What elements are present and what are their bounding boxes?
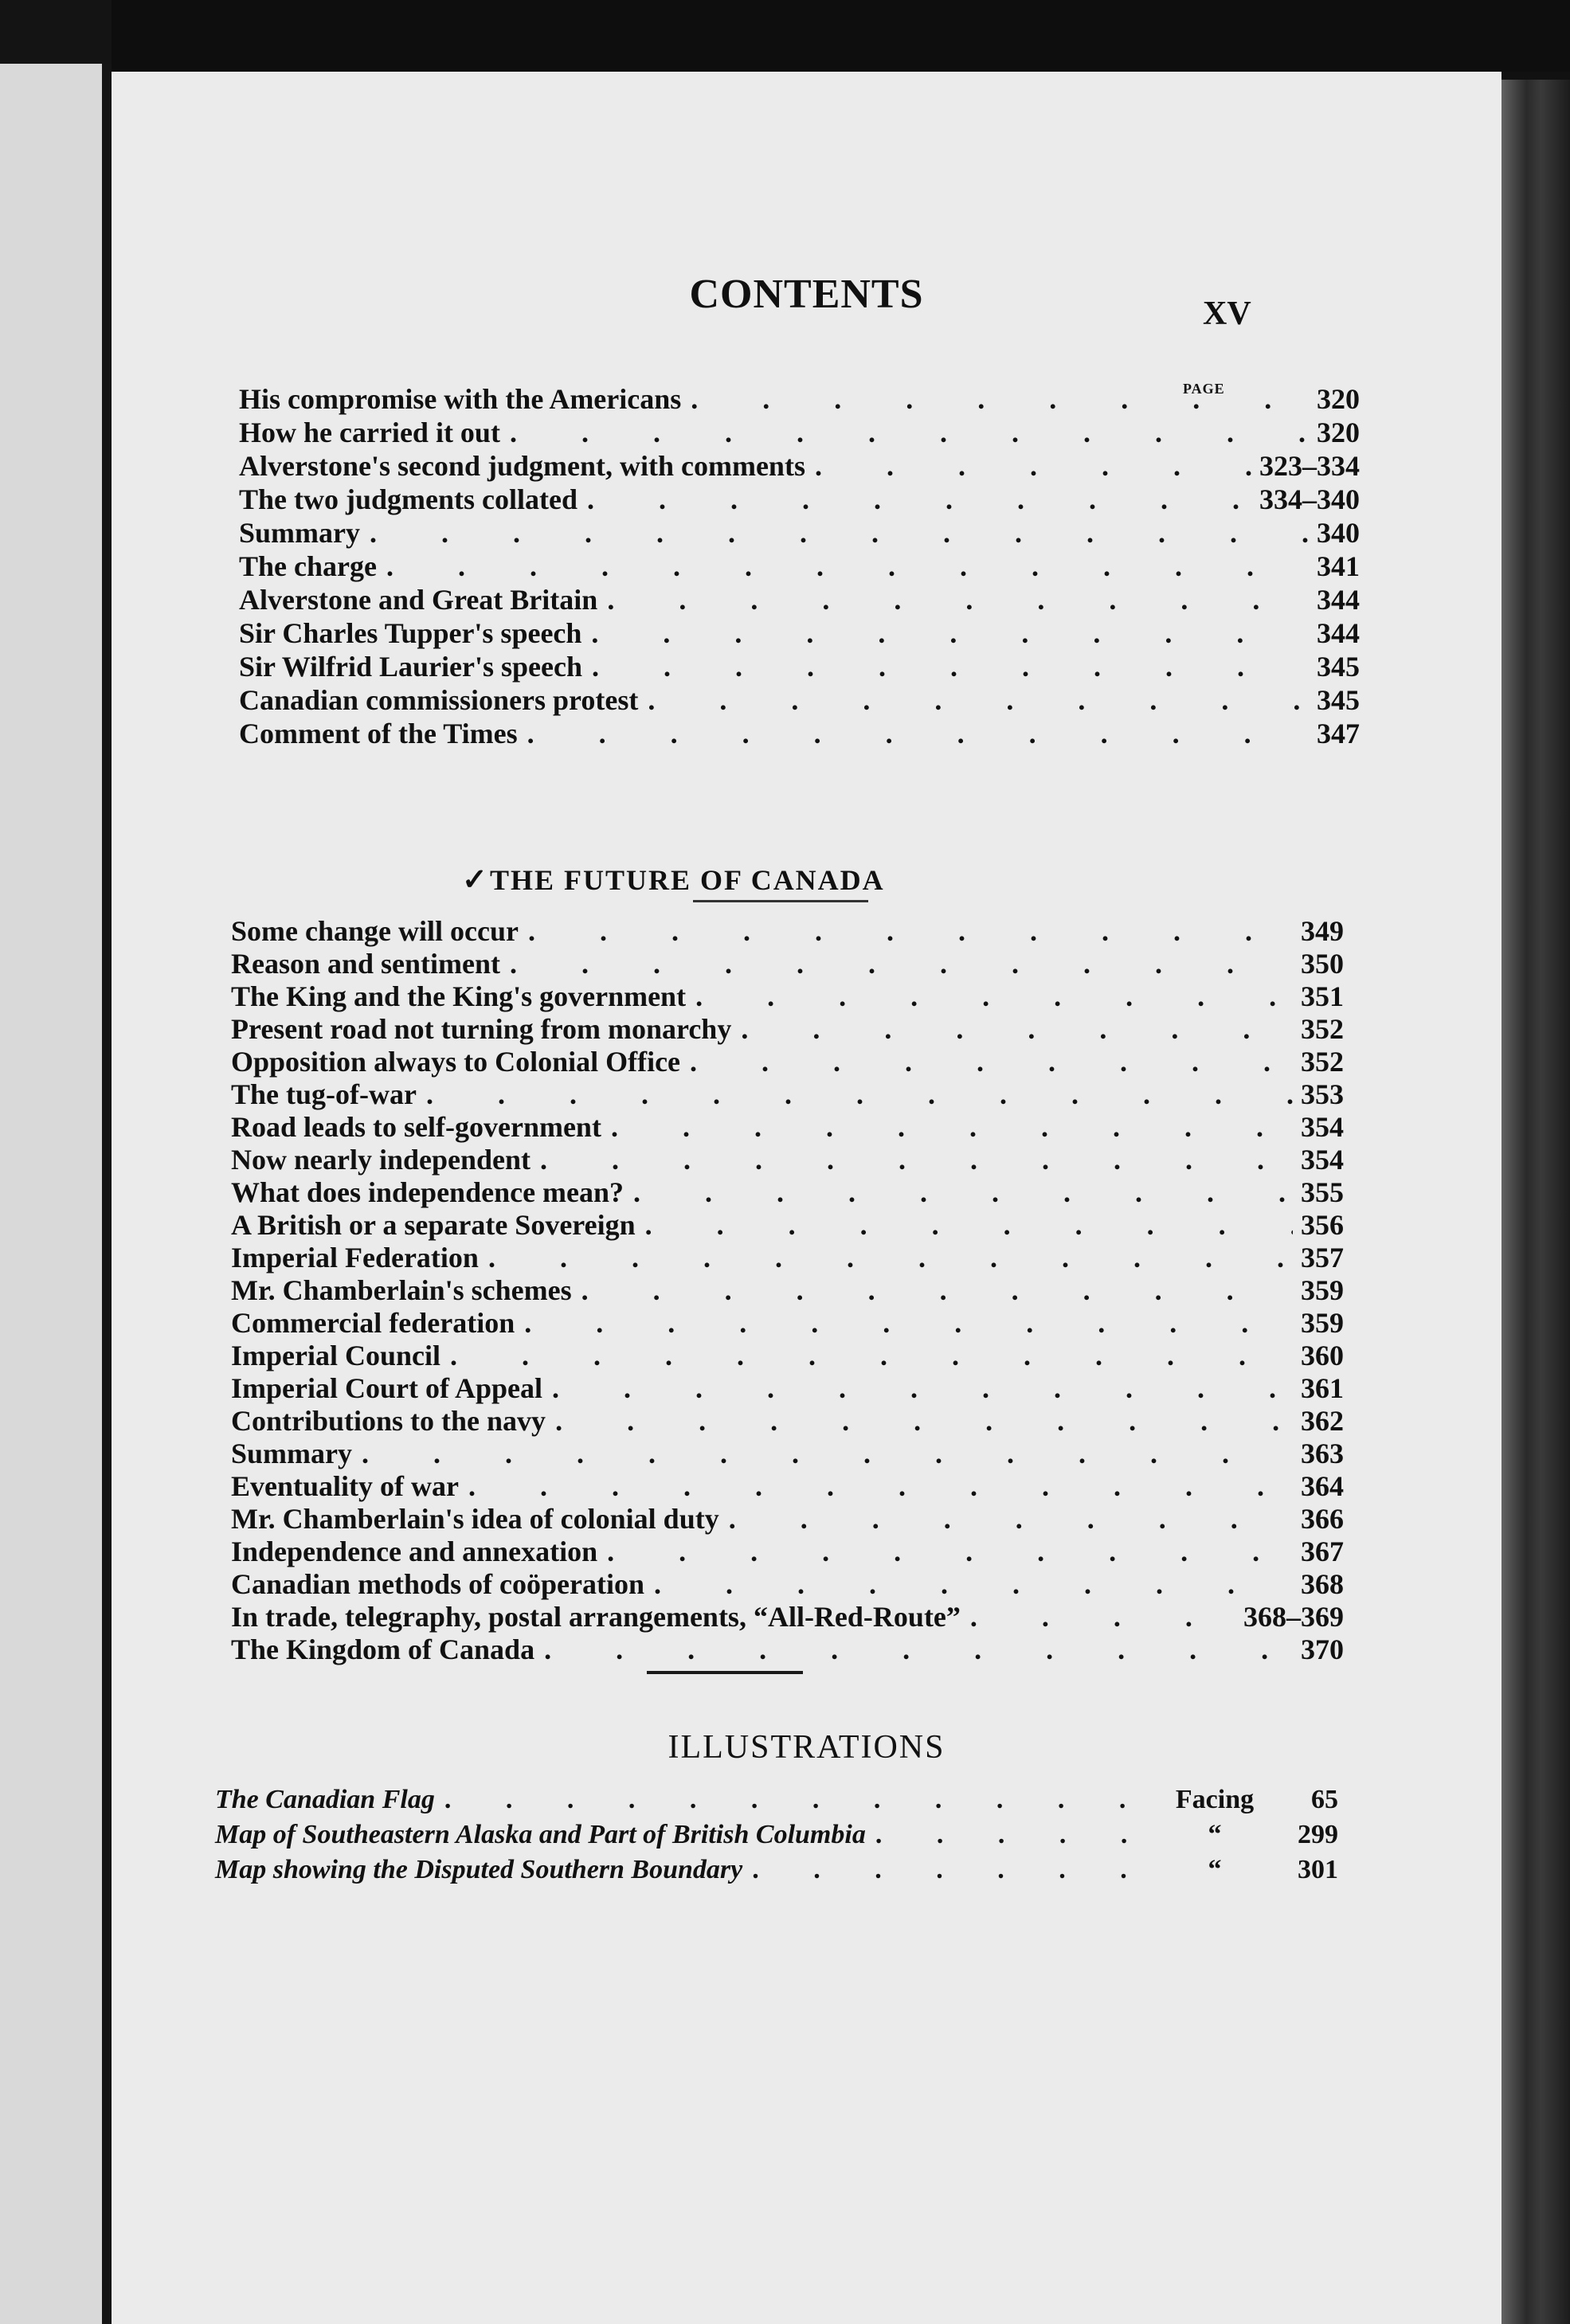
toc-entry-title: Summary	[239, 517, 360, 549]
toc-entry-page: 345	[1317, 651, 1360, 683]
toc-entry-page: 341	[1317, 550, 1360, 582]
toc-entry	[231, 1110, 1344, 1144]
toc-entry-page: 340	[1317, 517, 1360, 549]
toc-entry-page: 347	[1317, 718, 1360, 749]
toc-entry-title: How he carried it out	[239, 417, 500, 448]
illustration-entry	[215, 1817, 1338, 1853]
toc-entry-title: Reason and sentiment	[231, 948, 501, 980]
leader-dots	[719, 1502, 1293, 1536]
toc-entry-page: 350	[1301, 948, 1344, 980]
toc-entry	[231, 1208, 1344, 1242]
leader-dots	[742, 1853, 1147, 1888]
toc-entry-page: 354	[1301, 1111, 1344, 1143]
toc-entry-title: Opposition always to Colonial Office	[231, 1046, 681, 1078]
leader-dots	[601, 1110, 1293, 1144]
toc-entry	[231, 1078, 1344, 1111]
illustration-title: Map of Southeastern Alaska and Part of British Columbia	[215, 1820, 866, 1849]
toc-entry-page: 359	[1301, 1307, 1344, 1339]
toc-entry	[231, 980, 1344, 1013]
toc-entry-title: Commercial federation	[231, 1307, 515, 1339]
toc-entry-page: 352	[1301, 1046, 1344, 1078]
leader-dots	[459, 1469, 1293, 1503]
illustration-page: 301	[1298, 1855, 1338, 1884]
toc-entry-title: Comment of the Times	[239, 718, 518, 749]
toc-entry-page: 344	[1317, 617, 1360, 649]
toc-entry-page: 356	[1301, 1209, 1344, 1241]
running-head: CONTENTS	[689, 272, 924, 317]
leader-dots	[546, 1404, 1293, 1438]
toc-entry-title: His compromise with the Americans	[239, 383, 682, 415]
toc-entry-page: 353	[1301, 1078, 1344, 1110]
section-divider	[647, 1671, 803, 1674]
facing-page-edge	[0, 64, 102, 2324]
leader-dots	[572, 1274, 1293, 1307]
toc-entry	[239, 416, 1360, 449]
leader-dots	[644, 1567, 1293, 1601]
toc-entry-page: 345	[1317, 684, 1360, 716]
toc-entry	[239, 683, 1360, 717]
toc-entry-title: Mr. Chamberlain's schemes	[231, 1274, 572, 1306]
toc-entry	[239, 449, 1360, 483]
toc-entry-title: Now nearly independent	[231, 1144, 531, 1176]
toc-entry-page: 349	[1301, 915, 1344, 947]
toc-entry-page: 359	[1301, 1274, 1344, 1306]
toc-entry-page: 354	[1301, 1144, 1344, 1176]
leader-dots	[805, 449, 1251, 483]
leader-dots	[531, 1143, 1293, 1176]
toc-entry-page: 355	[1301, 1176, 1344, 1208]
illustration-facing: “	[1208, 1855, 1222, 1884]
toc-entry	[231, 1469, 1344, 1503]
toc-entry	[239, 650, 1360, 683]
leader-dots	[731, 1012, 1293, 1046]
toc-entry	[231, 914, 1344, 948]
toc-entry-title: Independence and annexation	[231, 1536, 598, 1567]
toc-entry-page: 362	[1301, 1405, 1344, 1437]
toc-entry	[239, 516, 1360, 550]
toc-entry-title: Sir Wilfrid Laurier's speech	[239, 651, 583, 683]
toc-entry	[231, 1404, 1344, 1438]
toc-entry-page: 366	[1301, 1503, 1344, 1535]
toc-entry	[231, 1241, 1344, 1274]
toc-entry	[231, 1600, 1344, 1633]
toc-entry-title: The two judgments collated	[239, 483, 577, 515]
toc-entry-title: Summary	[231, 1438, 352, 1469]
toc-entry	[239, 616, 1360, 650]
leader-dots	[542, 1371, 1293, 1405]
toc-entry	[231, 947, 1344, 980]
pencil-underline	[693, 900, 868, 902]
toc-entry-page: 368–369	[1243, 1601, 1344, 1633]
leader-dots	[624, 1176, 1293, 1209]
illustration-page: 65	[1311, 1785, 1338, 1814]
toc-entry	[231, 1371, 1344, 1405]
toc-entry-title: What does independence mean?	[231, 1176, 624, 1208]
toc-entry	[231, 1633, 1344, 1666]
toc-entry-title: Canadian commissioners protest	[239, 684, 639, 716]
toc-entry-title: The charge	[239, 550, 377, 582]
toc-entry-title: The King and the King's government	[231, 980, 687, 1012]
leader-dots	[680, 1045, 1293, 1078]
toc-entry-title: Imperial Court of Appeal	[231, 1372, 542, 1404]
leader-dots	[582, 650, 1309, 683]
leader-dots	[352, 1437, 1293, 1470]
illustration-title: The Canadian Flag	[215, 1785, 435, 1814]
toc-entry	[231, 1143, 1344, 1176]
toc-entry-page: 323–334	[1259, 450, 1360, 482]
toc-entry-title: Alverstone's second judgment, with comments	[239, 450, 805, 482]
toc-entry-page: 357	[1301, 1242, 1344, 1274]
toc-entry-page: 367	[1301, 1536, 1344, 1567]
illustration-entry	[215, 1853, 1338, 1888]
leader-dots	[866, 1817, 1147, 1853]
leader-dots	[581, 616, 1309, 650]
toc-entry-title: Canadian methods of coöperation	[231, 1568, 645, 1600]
illustration-entry	[215, 1782, 1338, 1817]
illustrations-heading: ILLUSTRATIONS	[668, 1729, 946, 1766]
toc-entry	[231, 1339, 1344, 1372]
toc-entry	[239, 382, 1360, 416]
leader-dots	[500, 416, 1309, 449]
leader-dots	[686, 980, 1293, 1013]
leader-dots	[577, 483, 1251, 516]
toc-entry-title: Road leads to self-government	[231, 1111, 601, 1143]
toc-entry-title: Imperial Council	[231, 1340, 441, 1371]
leader-dots	[440, 1339, 1293, 1372]
leader-dots	[597, 1535, 1293, 1568]
leader-dots	[377, 550, 1309, 583]
illustration-page: 299	[1298, 1820, 1338, 1849]
toc-entry	[231, 1274, 1344, 1307]
toc-entry-title: Mr. Chamberlain's idea of colonial duty	[231, 1503, 719, 1535]
check-mark-icon: ✓	[462, 863, 487, 897]
toc-entry	[231, 1012, 1344, 1046]
toc-entry-page: 352	[1301, 1013, 1344, 1045]
leader-dots	[636, 1208, 1293, 1242]
toc-entry-title: Present road not turning from monarchy	[231, 1013, 732, 1045]
leader-dots	[638, 683, 1309, 717]
toc-entry	[239, 550, 1360, 583]
toc-entry-page: 334–340	[1259, 483, 1360, 515]
toc-entry-title: Contributions to the navy	[231, 1405, 546, 1437]
toc-entry-title: Imperial Federation	[231, 1242, 479, 1274]
toc-entry	[239, 483, 1360, 516]
toc-entry-page: 320	[1317, 383, 1360, 415]
leader-dots	[518, 717, 1309, 750]
page-column-label: PAGE	[1183, 381, 1225, 397]
toc-entry-page: 360	[1301, 1340, 1344, 1371]
leader-dots	[360, 516, 1309, 550]
leader-dots	[515, 1306, 1293, 1340]
toc-entry-title: Eventuality of war	[231, 1470, 459, 1502]
toc-entry-page: 320	[1317, 417, 1360, 448]
toc-entry-title: The tug-of-war	[231, 1078, 417, 1110]
leader-dots	[681, 382, 1309, 416]
book-page-edges	[1498, 80, 1570, 2324]
toc-entry	[239, 717, 1360, 750]
toc-entry-page: 351	[1301, 980, 1344, 1012]
toc-entry-page: 364	[1301, 1470, 1344, 1502]
leader-dots	[435, 1782, 1147, 1817]
leader-dots	[597, 583, 1309, 616]
leader-dots	[961, 1600, 1235, 1633]
toc-entry-page: 370	[1301, 1633, 1344, 1665]
leader-dots	[519, 914, 1293, 948]
toc-entry-title: A British or a separate Sovereign	[231, 1209, 636, 1241]
toc-entry-title: In trade, telegraphy, postal arrangements, “All-Red-Route”	[231, 1601, 961, 1633]
toc-entry	[231, 1306, 1344, 1340]
leader-dots	[479, 1241, 1293, 1274]
toc-entry	[239, 583, 1360, 616]
illustration-title: Map showing the Disputed Southern Boundary	[215, 1855, 743, 1884]
leader-dots	[417, 1078, 1293, 1111]
page-number-roman: XV	[1203, 295, 1251, 332]
illustration-facing: “	[1208, 1820, 1222, 1849]
toc-entry-page: 363	[1301, 1438, 1344, 1469]
toc-entry-title: Some change will occur	[231, 915, 519, 947]
book-page	[112, 72, 1501, 2324]
toc-entry-page: 344	[1317, 584, 1360, 616]
scan-frame-top	[0, 0, 1570, 72]
toc-entry	[231, 1437, 1344, 1470]
illustration-facing: Facing	[1175, 1785, 1255, 1814]
leader-dots	[500, 947, 1293, 980]
leader-dots	[534, 1633, 1293, 1666]
toc-entry	[231, 1567, 1344, 1601]
toc-entry	[231, 1176, 1344, 1209]
section-heading: THE FUTURE OF CANADA	[490, 864, 885, 896]
toc-entry	[231, 1045, 1344, 1078]
gutter-shadow	[102, 64, 112, 2324]
toc-entry-page: 368	[1301, 1568, 1344, 1600]
toc-entry-title: Alverstone and Great Britain	[239, 584, 598, 616]
toc-entry	[231, 1535, 1344, 1568]
toc-entry	[231, 1502, 1344, 1536]
toc-entry-title: The Kingdom of Canada	[231, 1633, 535, 1665]
toc-entry-title: Sir Charles Tupper's speech	[239, 617, 582, 649]
toc-entry-page: 361	[1301, 1372, 1344, 1404]
